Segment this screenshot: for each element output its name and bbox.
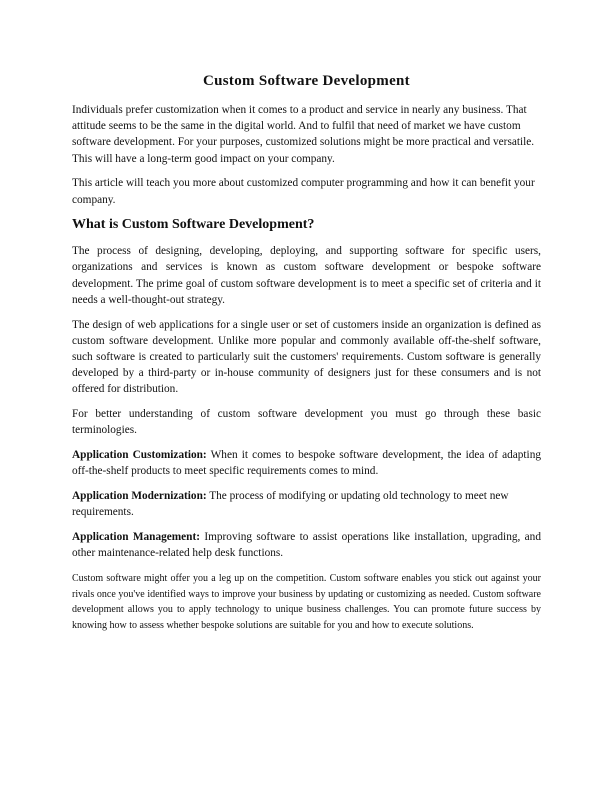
term-application-customization — [72, 447, 541, 479]
term-application-modernization — [72, 488, 541, 520]
term-label: Application Management: — [72, 530, 200, 543]
section-heading: What is Custom Software Development? — [72, 217, 315, 233]
body-paragraph-3: For better understanding of custom software development you must go through these basic terminologies. — [72, 408, 541, 437]
term-label: Application Modernization: — [72, 489, 207, 502]
term-definition: The process of modifying or updating old technology to meet new requirements. — [72, 489, 509, 519]
intro-paragraph-2: This article will teach you more about customized computer programming and how it can benefit your company. — [72, 177, 535, 206]
term-application-management — [72, 529, 541, 561]
body-paragraph-1: The process of designing, developing, deploying, and supporting software for specific users, organizations and services is known as custom software development or bespoke software development. The prime goal of custom software development is to meet a specific set of criteria and it needs a well-thought-out strategy. — [72, 245, 541, 306]
body-paragraph-2: The design of web applications for a single user or set of customers inside an organization is defined as custom software development. Unlike more popular and commonly available off-the-shelf software, such software is created to particularly suit the customers' requirements. Custom software is generally developed by a third-party or in-house community of designers just for these consumers and is not offered for distribution. — [72, 318, 541, 396]
document-title: Custom Software Development — [203, 73, 410, 89]
term-definition: When it comes to bespoke software development, the idea of adapting off-the-shelf products to meet specific requirements comes to mind. — [72, 448, 541, 478]
term-label: Application Customization: — [72, 448, 207, 461]
document-page — [72, 72, 541, 642]
intro-paragraph-1: Individuals prefer customization when it comes to a product and service in nearly any business. That attitude seems to be the same in the digital world. And to fulfil that need of market we have custom software development. For your purposes, customized solutions might be more practical and versatile. This will have a long-term good impact on your company. — [72, 104, 535, 165]
closing-paragraph: Custom software might offer you a leg up on the competition. Custom software enables you stick out against your rivals once you've identified ways to improve your business by updating or customizing as needed. Custom software development allows you to apply technology to unique business challenges. You can promote future success by knowing how to assess whether bespoke solutions are suitable for you and how to execute solutions. — [72, 573, 541, 631]
term-definition: Improving software to assist operations like installation, upgrading, and other maintenance-related help desk functions. — [72, 530, 541, 559]
